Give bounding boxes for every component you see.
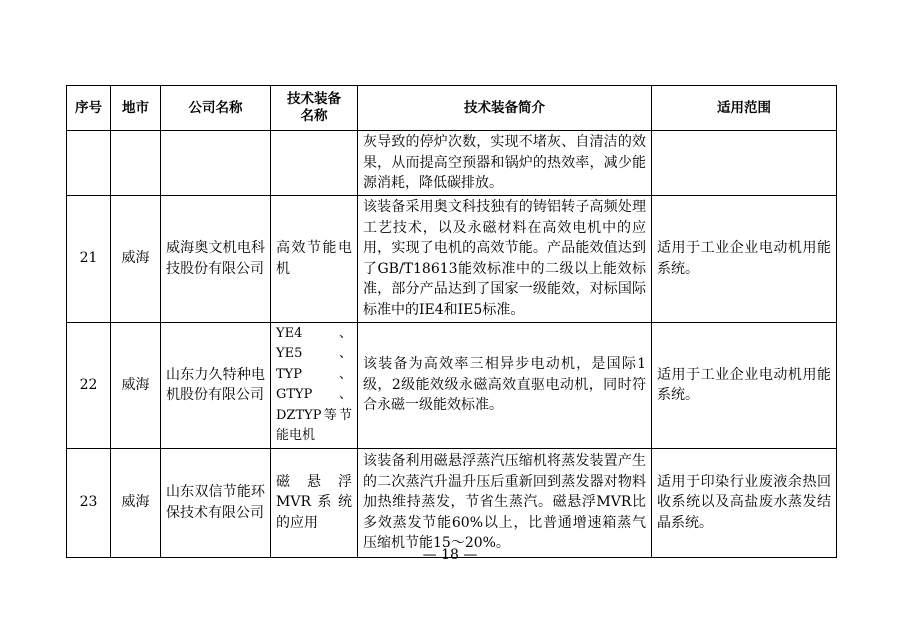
cell-no: 23	[67, 448, 111, 557]
cell-description: 灰导致的停炉次数，实现不堵灰、自清洁的效果，从而提高空预器和锅炉的热效率，减少能源消耗，降低碳排放。	[358, 131, 652, 196]
header-scope: 适用范围	[652, 86, 837, 131]
cell-scope: 适用于工业企业电动机用能系统。	[652, 322, 837, 448]
cell-city: 威海	[111, 322, 161, 448]
cell-no: 21	[67, 195, 111, 322]
cell-equipment: YE4、YE5、TYP、GTYP、DZTYP等节能电机	[271, 322, 358, 448]
cell-description: 该装备利用磁悬浮蒸汽压缩机将蒸发装置产生的二次蒸汽升温升压后重新回到蒸发器对物料加热维持蒸发，节省生蒸汽。磁悬浮MVR比多效蒸发节能60%以上，比普通增速箱蒸气压缩机节能15～20%。	[358, 448, 652, 557]
header-equipment: 技术装备名称	[271, 86, 358, 131]
cell-city: 威海	[111, 195, 161, 322]
document-page	[66, 85, 837, 558]
table-row-continuation	[67, 131, 837, 196]
cell-empty	[652, 131, 837, 196]
cell-company: 威海奥文机电科技股份有限公司	[161, 195, 271, 322]
cell-city: 威海	[111, 448, 161, 557]
table-row	[67, 195, 837, 322]
cell-empty	[161, 131, 271, 196]
table-row	[67, 322, 837, 448]
cell-scope: 适用于工业企业电动机用能系统。	[652, 195, 837, 322]
cell-description: 该装备采用奥文科技独有的铸铝转子高频处理工艺技术，以及永磁材料在高效电机中的应用，实现了电机的高效节能。产品能效值达到了GB/T18613能效标准中的二级以上能效标准，部分产品达到了国家一级能效，对标国际标准中的IE4和IE5标准。	[358, 195, 652, 322]
header-description: 技术装备简介	[358, 86, 652, 131]
header-city: 地市	[111, 86, 161, 131]
cell-company: 山东力久特种电机股份有限公司	[161, 322, 271, 448]
header-company: 公司名称	[161, 86, 271, 131]
table-row	[67, 448, 837, 557]
cell-scope: 适用于印染行业废液余热回收系统以及高盐废水蒸发结晶系统。	[652, 448, 837, 557]
cell-description: 该装备为高效率三相异步电动机，是国际1级，2级能效级永磁高效直驱电动机，同时符合永磁一级能效标准。	[358, 322, 652, 448]
cell-empty	[111, 131, 161, 196]
page-number: — 18 —	[422, 547, 478, 563]
cell-equipment: 磁悬浮MVR系统的应用	[271, 448, 358, 557]
cell-empty	[67, 131, 111, 196]
cell-company: 山东双信节能环保技术有限公司	[161, 448, 271, 557]
equipment-table	[66, 85, 837, 558]
table-header-row	[67, 86, 837, 131]
cell-equipment: 高效节能电机	[271, 195, 358, 322]
cell-empty	[271, 131, 358, 196]
header-no: 序号	[67, 86, 111, 131]
cell-no: 22	[67, 322, 111, 448]
